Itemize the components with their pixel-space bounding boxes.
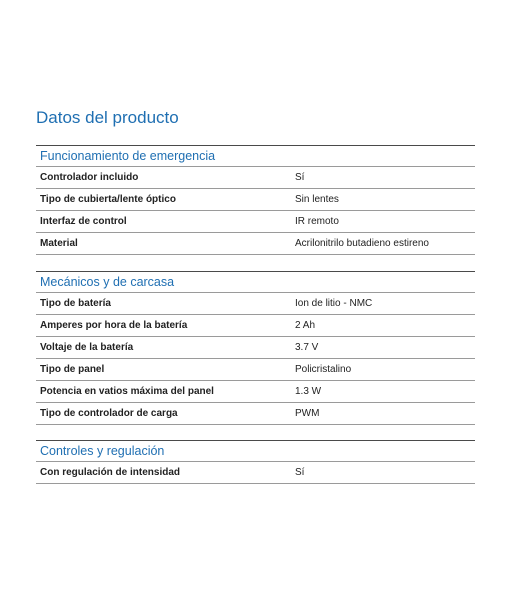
row-label: Amperes por hora de la batería [40,320,188,331]
row-value: 3.7 V [295,342,319,353]
table-row [36,315,475,337]
row-label: Tipo de batería [40,298,111,309]
section-emergency [36,145,475,255]
section-heading: Funcionamiento de emergencia [36,145,475,167]
table-row [36,381,475,403]
row-label: Potencia en vatios máxima del panel [40,386,214,397]
section-controls [36,440,475,484]
table-row [36,293,475,315]
table-row [36,189,475,211]
row-value: 2 Ah [295,320,316,331]
table-row [36,211,475,233]
section-heading: Mecánicos y de carcasa [36,271,475,293]
row-label: Tipo de cubierta/lente óptico [40,194,176,205]
row-label: Con regulación de intensidad [40,467,181,478]
section-mechanical [36,271,475,425]
table-row [36,359,475,381]
row-label: Tipo de controlador de carga [40,408,178,419]
row-label: Tipo de panel [40,364,105,375]
row-label: Material [40,238,78,249]
page-title: Datos del producto [36,108,179,127]
row-value: Sin lentes [295,194,339,205]
row-label: Voltaje de la batería [40,342,134,353]
table-row [36,167,475,189]
table-row [36,462,475,484]
table-row [36,403,475,425]
row-value: Acrilonitrilo butadieno estireno [295,238,429,249]
row-value: Ion de litio - NMC [295,298,373,309]
row-value: Sí [295,172,305,183]
table-row [36,337,475,359]
row-value: Sí [295,467,305,478]
row-value: IR remoto [295,216,339,227]
row-label: Interfaz de control [40,216,127,227]
row-label: Controlador incluido [40,172,139,183]
table-row [36,233,475,255]
section-heading: Controles y regulación [36,440,475,462]
row-value: Policristalino [295,364,352,375]
row-value: 1.3 W [295,386,322,397]
row-value: PWM [295,408,320,419]
